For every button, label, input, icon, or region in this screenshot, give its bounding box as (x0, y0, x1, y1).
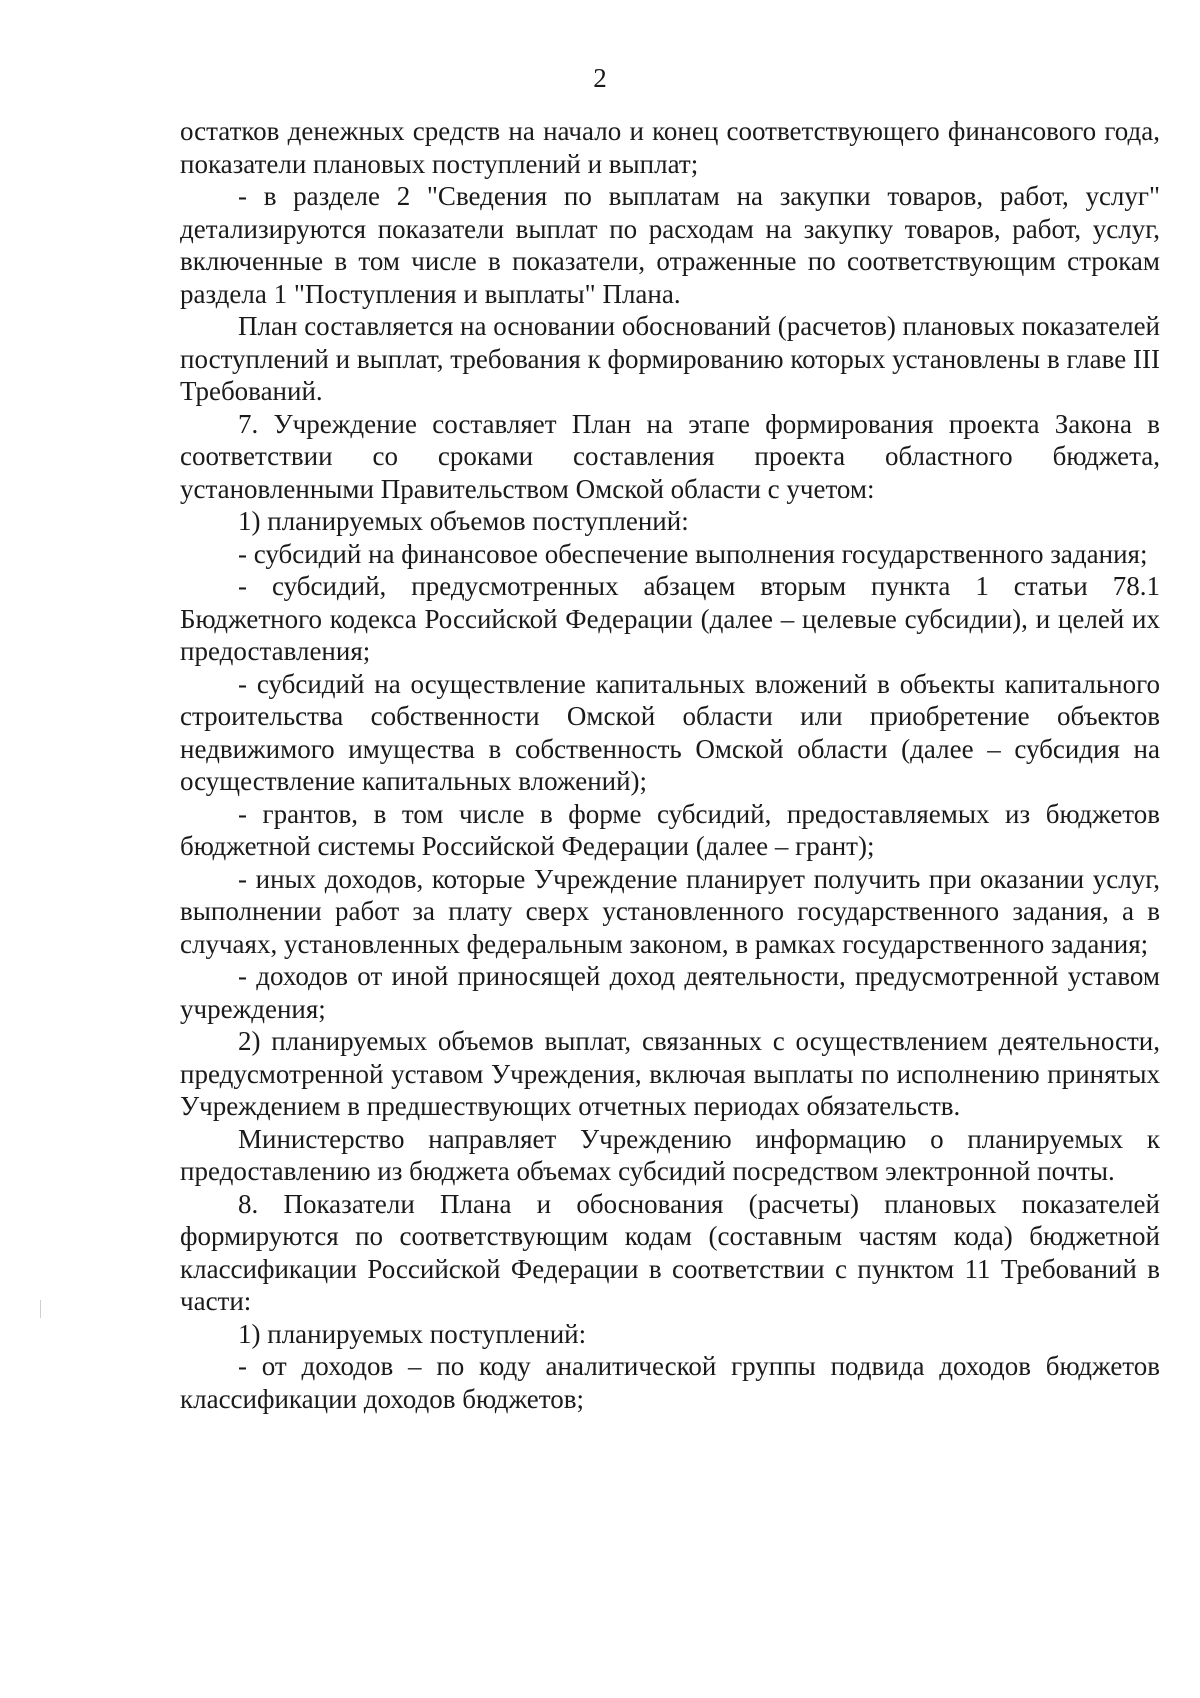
paragraph-income-codes: - от доходов – по коду аналитической группы подвида доходов бюджетов классификации доходов бюджетов; (180, 1351, 1160, 1414)
document-body (180, 115, 1160, 1415)
paragraph-subsidy-state-task: - субсидий на финансовое обеспечение выполнения государственного задания; (238, 538, 1148, 569)
paragraph-income-generating-activity: - доходов от иной приносящей доход деятельности, предусмотренной уставом учреждения; (180, 961, 1160, 1024)
paragraph-other-income: - иных доходов, которые Учреждение планирует получить при оказании услуг, выполнении работ за плату сверх установленного государственного задания, а в случаях, установленных федеральным законом, в рамках государственного задания; (180, 863, 1160, 959)
paragraph-continuation: остатков денежных средств на начало и конец соответствующего финансового года, показатели плановых поступлений и выплат; (180, 116, 1160, 179)
paragraph-planned-receipts: 1) планируемых объемов поступлений: (238, 506, 689, 536)
paragraph-item-7: 7. Учреждение составляет План на этапе формирования проекта Закона в соответствии со сроками составления проекта областного бюджета, установленными Правительством Омской области с учетом: (180, 408, 1160, 504)
paragraph-planned-payments: 2) планируемых объемов выплат, связанных с осуществлением деятельности, предусмотренной уставом Учреждения, включая выплаты по исполнению принятых Учреждением в предшествующих отчетных периодах обязательств. (180, 1026, 1160, 1121)
paragraph-planned-receipts-codes: 1) планируемых поступлений: (238, 1318, 587, 1349)
paragraph-plan-basis: План составляется на основании обоснований (расчетов) плановых показателей поступлений и выплат, требования к формированию которых установлены в главе III Требований. (180, 311, 1160, 406)
paragraph-ministry-info: Министерство направляет Учреждению информацию о планируемых к предоставлению из бюджета объемах субсидий посредством электронной почты. (180, 1123, 1160, 1186)
paragraph-grants: - грантов, в том числе в форме субсидий, предоставляемых из бюджетов бюджетной системы Российской Федерации (далее – грант); (180, 798, 1160, 861)
paragraph-item-8: 8. Показатели Плана и обоснования (расчеты) плановых показателей формируются по соответствующим кодам (составным частям кода) бюджетной классификации Российской Федерации в соответствии с пунктом 11 Требований в части: (180, 1188, 1160, 1316)
paragraph-capital-subsidies: - субсидий на осуществление капитальных вложений в объекты капитального строительства собственности Омской области или приобретение объектов недвижимого имущества в собственность Омской области (далее – субсидия на осуществление капитальных вложений); (180, 668, 1160, 796)
paragraph-section-2-details: - в разделе 2 "Сведения по выплатам на закупки товаров, работ, услуг" детализируются показатели выплат по расходам на закупку товаров, работ, услуг, включенные в том числе в показатели, отраженные по соответствующим строкам раздела 1 "Поступления и выплаты" Плана. (180, 181, 1160, 309)
scan-margin-mark (40, 1300, 41, 1318)
paragraph-target-subsidies: - субсидий, предусмотренных абзацем вторым пункта 1 статьи 78.1 Бюджетного кодекса Российской Федерации (далее – целевые субсидии), и целей их предоставления; (180, 571, 1160, 666)
page-number: 2 (593, 63, 607, 93)
